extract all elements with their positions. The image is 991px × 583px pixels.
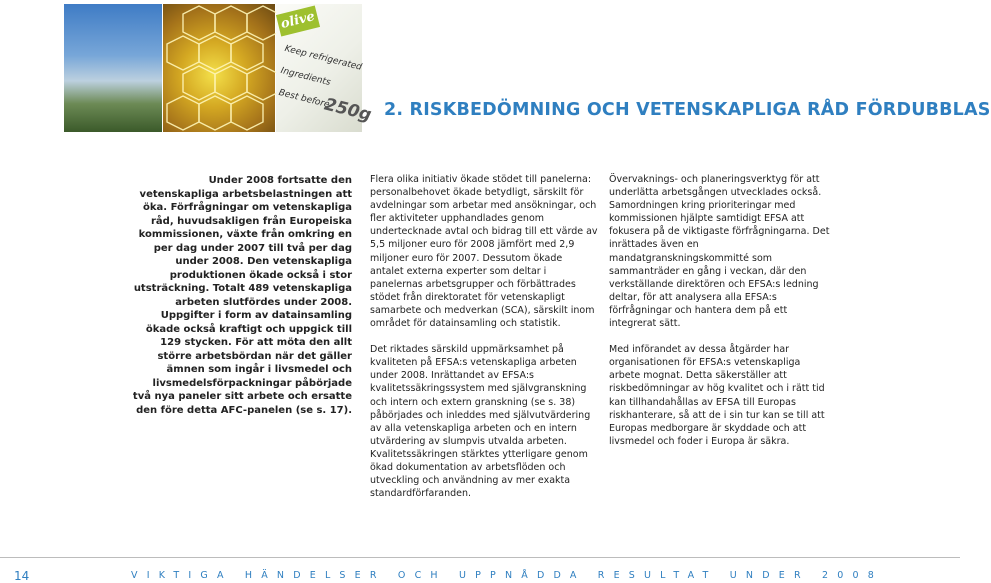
label-weight: 250g — [322, 94, 374, 126]
label-text-best-before: Best before — [277, 88, 331, 111]
column1-paragraph-2: Det riktades särskild uppmärksamhet på kvaliteten på EFSA:s vetenskapliga arbeten under 2008. Inrättandet av EFSA:s kvalitetssäkringssystem med självgranskning och intern och extern granskning (se s. 38) påbörjades och inleddes med självutvärdering av alla vetenskapliga arbeten och en intern utvärdering av slumpvis utvalda arbeten. Kvalitetssäkringen stärktes ytterligare genom ökad dokumentation av arbetsflöden och utveckling och användning av mer exakta standardförfaranden. — [370, 344, 591, 500]
footer-divider — [0, 557, 960, 558]
food-label-photo — [276, 4, 374, 132]
column1-paragraph-1: Flera olika initiativ ökade stödet till panelerna: personalbehovet ökade betydligt, särskilt för avdelningar som arbetar med ansökningar, och fler aktiviteter upphandlades genom undertecknade avtal och bidrag till ett värde av 5,5 miljoner euro för 2008 jämfört med 2,9 miljoner euro för 2007. Dessutom ökade antalet externa experter som deltar i panelernas arbetsgrupper och förbättrades stödet från direktoratet för vetenskapligt samarbete och medverkan (SCA), särskilt inom området för datainsamling och statistik. — [370, 174, 598, 330]
intro-paragraph: Under 2008 fortsatte den vetenskapliga arbetsbelastningen att öka. Förfrågningar om vetenskapliga råd, huvudsakligen från Europeiska kommissionen, växte från omkring en per dag under 2007 till två per dag under 2008. Den vetenskapliga produktionen ökade också i stor utsträckning. Totalt 489 vetenskapliga arbeten slutfördes under 2008. Uppgifter i form av datainsamling ökade också kraftigt och uppgick till 129 stycken. För att möta den allt större arbetsbördan när det gäller ämnen som ingår i livsmedel och livsmedelsförpackningar påbörjade två nya paneler sitt arbete och ersatte den före detta AFC-panelen (se s. 17). — [132, 175, 352, 416]
molecular-grid-photo — [163, 4, 275, 132]
olive-label-tag: olive — [276, 5, 320, 36]
text-column-1 — [370, 173, 598, 513]
text-column-2 — [609, 173, 833, 461]
column2-paragraph-1: Övervaknings- och planeringsverktyg för att underlätta arbetsgången utvecklades också. Samordningen kring prioriteringar med kommissionen hjälpte samtidigt EFSA att fokusera på de viktigaste förfrågningarna. Det inrättades även en mandatgranskningskommitté som sammanträder en gång i veckan, där den verkställande direktören och EFSA:s ledning deltar, för att analysera alla EFSA:s förfrågningar och hantera dem på ett integrerat sätt. — [609, 174, 830, 330]
olive-tree-photo — [64, 4, 162, 132]
label-text-refrigerated: Keep refrigerated — [283, 44, 363, 73]
footer-running-title: VIKTIGA HÄNDELSER OCH UPPNÅDDA RESULTAT UNDER 2008 — [131, 570, 883, 581]
column2-paragraph-2: Med införandet av dessa åtgärder har organisationen för EFSA:s vetenskapliga arbete mognat. Detta säkerställer att riskbedömningar av hög kvalitet och i rätt tid kan tillhandahållas av EFSA till Europas riskhanterare, så att de i sin tur kan se till att Europas medborgare är skyddade och att livsmedel och foder i Europa är säkra. — [609, 344, 825, 447]
page-number: 14 — [14, 569, 30, 583]
hexagon-grid-graphic — [163, 4, 275, 132]
section-title: 2. RISKBEDÖMNING OCH VETENSKAPLIGA RÅD FÖRDUBBLAS — [384, 100, 991, 120]
label-text-ingredients: Ingredients — [279, 66, 332, 89]
